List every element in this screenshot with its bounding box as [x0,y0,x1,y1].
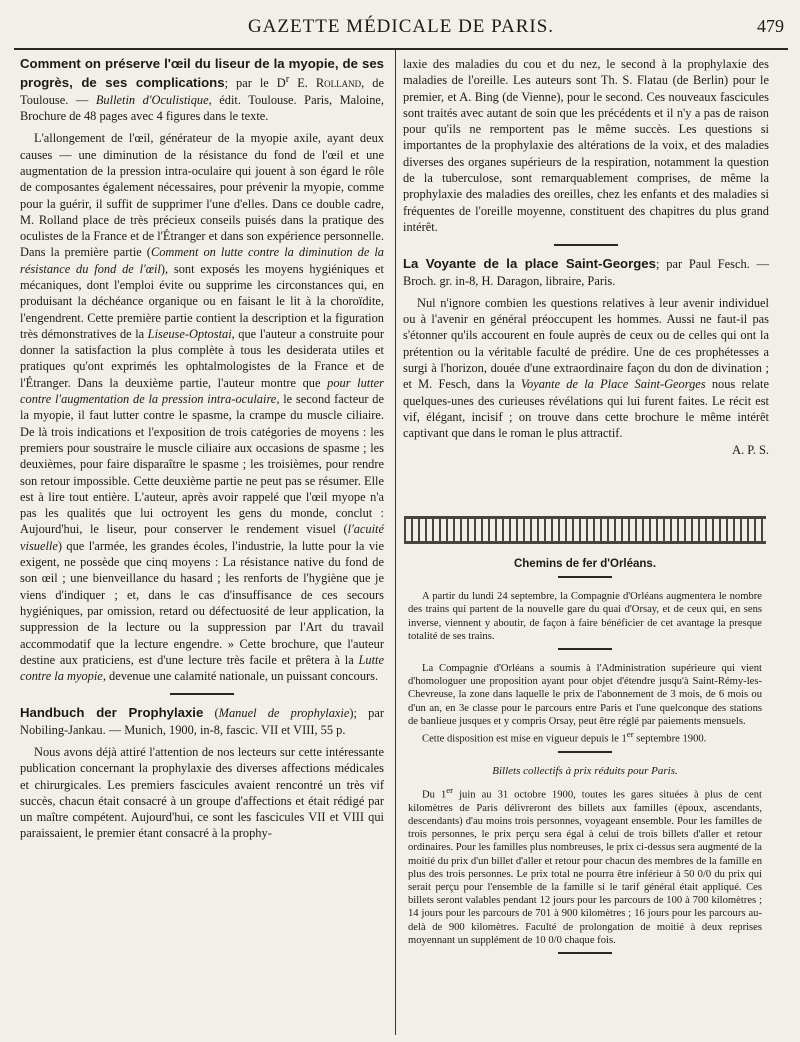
page-header [14,14,788,50]
notice-paragraph-1: A partir du lundi 24 septembre, la Compagnie d'Orléans augmentera le nombre des trains qui partent de la nouvelle gare du quai d'Orsay, et de ceux qui, en sens inverse, viennent y aboutir, de façon à faire bénéficier de cet avantage la presque totalité de ses trains. [408,591,762,642]
notice-separator [558,952,612,954]
article3-signature: A. P. S. [732,442,769,457]
notice-subtitle: Billets collectifs à prix réduits pour Paris. [492,764,678,777]
notice-separator [558,751,612,753]
article3-text-a: Nul n'ignore combien les questions relatives à leur avenir individuel ou à l'avenir en général préoccupent les hommes. Aussi ne faut-il pas s'étonner qu'ils accourent en foule auprès de ceux ou de celles qui ont la prétention ou la véritable faculté de prédire. Une de ces prophétesses a surgi à l'horizon, douée d'une extraordinaire façon du don de divination ; et M. Fesch, dans la [403,295,769,392]
notice-p3-sup: er [626,729,634,740]
notice-p3-text-a: Cette disposition est mise en vigueur depuis le 1 [422,733,627,745]
article1-text-d: , le second facteur de la myopie, il faut lutter contre le spasme, la crampe du muscle ciliaire. De là trois indications et l'exposition de trois catégories de moyens : les premiers pour soustraire le muscle ciliaire aux occasions de spasme ; les deuxièmes, pour faire disparaître le spasme ; les troisièmes, pour rendre son retour impossible. Cette deuxième partie ne peut pas se résumer. Elle est à lire tout entière. L'auteur, après avoir rappelé que l'œil myope n'a pas les qualités que lui octroyent les gens du monde, conclut : Aujourd'hui, le liseur, pour conserver le rendement visuel ( [20,392,385,537]
article2-subtitle: Manuel de prophylaxie [218,706,350,721]
article1-italic-4: l'acuité visuelle [20,522,384,553]
article1-text-b: ), sont exposés les moyens hygiéniques et mécaniques, dont l'emploi évite ou supprime les circonstances qui, en produisant la déchéance organique ou en faisant le lit à la choroïdite, l'engendrent. Cette première partie contient la description et la figuration très démonstratives de la [20,261,384,341]
article3-heading [403,256,769,289]
article1-body [20,130,384,684]
article1-italic-1: Comment on lutte contre la diminution de la résistance du fond de l'œil [20,245,384,276]
article1-byline-prefix: ; par le D [224,76,286,91]
article1-pubinfo: , édit. Toulouse. Paris, Maloine, Brochure de 48 pages avec 4 figures dans le texte. [20,92,384,124]
article2-body-left: Nous avons déjà attiré l'attention de nos lecteurs sur cette intéressante publication concernant la prophylaxie des diverses affections médicales et chirurgicales. Les premiers fascicules avaient rencontré un très vif succès, chacun était consacré à un groupe d'affections et était rédigé par un maître compétent. Aujourd'hui, ce sont les fascicules VII et VIII qui paraissaient, le premier étant consacré à la prophy- [20,745,384,841]
article1-heading [20,56,384,124]
notice-separator [558,576,612,578]
left-column [20,56,384,842]
article1-journal: Bulletin d'Oculistique [95,92,209,107]
article1-place: , de Toulouse. — [20,76,384,107]
article3-italic: Voyante de la Place Saint-Georges [520,377,706,392]
notice-separator [558,648,612,650]
article1-title: Comment on préserve l'œil du liseur de la myopie, de ses progrès, de ses complications [20,56,384,91]
notice-p3-text-b: septembre 1900. [633,733,707,745]
article1-author: E. Rolland [297,76,362,91]
article2-body-right: laxie des maladies du cou et du nez, le second à la prophylaxie des maladies de l'oreille. Les auteurs sont Th. S. Flatau (de Berlin) pour le premier, et A. Bing (de Vienne), pour le second. Ces nouveaux fascicules sont traités avec autant de soin que les précédents et il n'y a pas de raison pour qu'ils ne remportent pas le même succès. Les questions si importantes de la prophylaxie des altérations de la voix, et des maladies diverses des organes supérieurs de la respiration, notamment la question de la tuberculose, sont remarquablement comprises, de même la prophylaxie des maladies des oreilles, chez les enfants et des maladies si fréquentes de l'oreille moyenne, constituent des chapitres du plus grand intérêt. [403,57,769,234]
notice-paragraph-2: La Compagnie d'Orléans a soumis à l'Administration supérieure qui vient d'homologuer une proposition ayant pour objet d'étendre jusqu'à Saint-Rémy-les-Chevreuse, la zone dans laquelle le prix de l'abonnement de 3 mois, de 6 mois ou d'un an, en 3e classe pour le parcours entre Paris et l'une quelconque des stations de banlieue jusques et y compris Orsay, peut être réglé par paiements mensuels. [408,663,762,727]
page-number: 479 [757,16,784,36]
article1-italic-5: Lutte contre la myopie [20,652,384,684]
right-column [403,56,769,458]
notice-p4-text-b: juin au 31 octobre 1900, toutes les gares situées à plus de cent kilomètres de Paris délivreront des billets aux familles (époux, ascendants, descendants) d'au moins trois personnes, voyageant ensemble. Pour les familles de trois personnes, le prix perçu sera égal à celui de trois billets d'aller et retour ordinaires. Pour les familles plus nombreuses, le prix ci-dessus sera augmenté de la moitié du prix d'un billet d'aller et retour pour chacun des membres de la famille en plus des trois personnes. Le prix total ne pourra être inférieur à 50 0/0 du prix qui serait perçu pour l'ensemble de la famille si le tarif général était appliqué. Ces billets seront valables pendant 12 jours pour les parcours de 100 à 700 kilomètres ; 14 jours pour les parcours de 701 à 900 kilomètres ; 16 jours pour les parcours au-delà de 900 kilomètres. Faculté de prolongation de moitié à deux reprises moyennant un supplément de 10 0/0 chaque fois. [408,789,762,946]
railway-notice [400,516,770,1028]
article1-text-e: ) que l'armée, les grandes écoles, l'industrie, la lutte pour la vie exigent, ne possède que cinq moyens : La résistance native du fond de son œil ; une bienveillance du hasard ; les renforts de l'hygiène que je viens d'indiquer ; et, dans le cas d'insuffisance de ces secours hygiéniques, par omission, retard ou défectuosité de leur application, la suppression de la lecture ou la suppression par l'Art du travail accommodatif que la lecture engendre. » Cette brochure, que l'auteur destine aux praticiens, est d'une lecture très facile et prêtera à la [20,538,384,667]
article2-heading: Handbuch der Prophylaxie (Manuel de prophylaxie); par Nobiling-Jankau. — Munich, 1900, in-8, fascic. VII et VIII, 55 p. [20,705,384,737]
article1-italic-2: Liseuse-Optostai [147,326,232,341]
article1-text-a: L'allongement de l'œil, générateur de la myopie axile, ayant deux causes — une diminution de la résistance du fond de l'œil et une augmentation de la pression intra-oculaire qui jouent à son égard le rôle de composantes également nécessaires, pour prévenir la myopie, comme pour la guérir, il suffit de supprimer l'une d'elles. Dans ce double cadre, M. Rolland place de très précieux conseils puisés dans la pratique des oculistes de la France et de l'Étranger et dans son expérience personnelle. Dans la première partie ( [20,131,384,260]
article2-byline: ; par Nobiling-Jankau. — Munich, 1900, in-8, fascic. VII et VIII, 55 p. [20,706,384,737]
notice-title: Chemins de fer d'Orléans. [513,558,657,570]
article1-text-c: , que l'auteur a construite pour donner la satisfaction la plus complète à tous les desiderata utiles et pratiques qu'ont exprimés les ophtalmologistes de la France et de l'Étranger. Dans la deuxième partie, l'auteur montre que [20,326,384,390]
article1-italic-3: pour lutter contre l'augmentation de la pression intra-oculaire [20,375,384,407]
notice-p4-text-a: Du 1 [422,789,447,801]
article3-body [403,295,769,442]
article1-text-f: , devenue une calamité nationale, un puissant concours. [102,669,379,684]
column-divider [395,50,396,1035]
article2-title: Handbuch der Prophylaxie [20,705,204,721]
section-separator [554,244,618,246]
ornamental-border [404,516,766,544]
article3-text-b: nous relate quelques-unes des curieuses révélations qui lui furent faites. Le récit est vif, élégant, incisif ; on trouve dans cette brochure le même intérêt captivant que dans le roman le plus attractif. [403,377,769,441]
article3-byline: ; par Paul Fesch. — Broch. gr. in-8, H. Daragon, libraire, Paris. [403,257,769,288]
notice-p4-sup: er [446,784,454,795]
article3-title: La Voyante de la place Saint-Georges [403,256,656,272]
notice-paragraph-3 [408,728,762,746]
journal-title: GAZETTE MÉDICALE DE PARIS. [247,16,555,37]
section-separator [170,693,234,695]
article1-byline-sup: r [285,74,290,86]
notice-paragraph-4 [408,784,762,947]
